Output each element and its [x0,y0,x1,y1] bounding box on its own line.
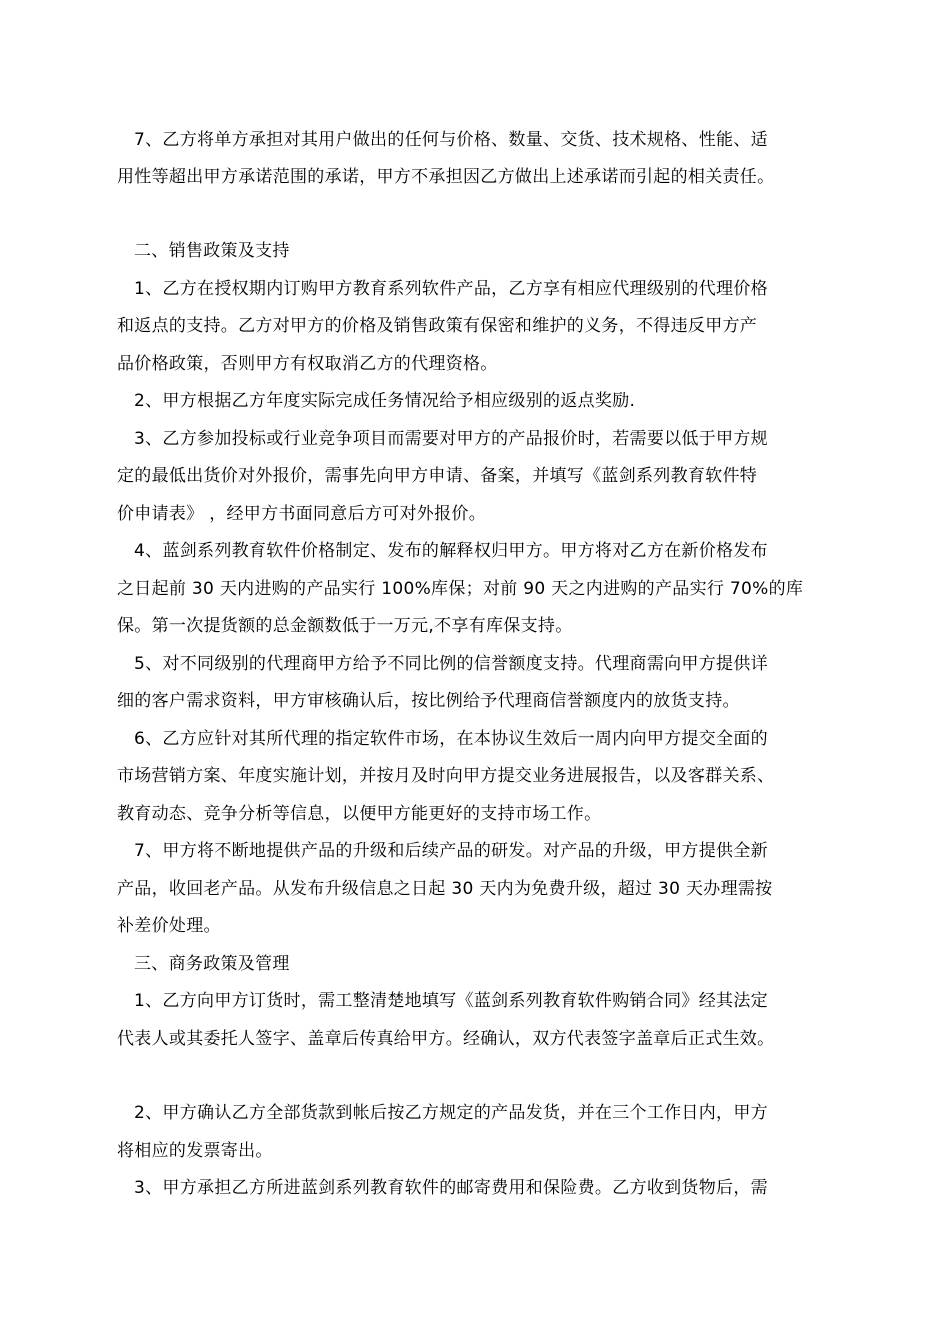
text-line: 1、乙方在授权期内订购甲方教育系列软件产品，乙方享有相应代理级别的代理价格 [134,279,768,299]
text-line: 之日起前 30 天内进购的产品实行 100%库保；对前 90 天之内进购的产品实行 70%的库 [117,579,804,599]
text-line: 用性等超出甲方承诺范围的承诺，甲方不承担因乙方做出上述承诺而引起的相关责任。 [117,167,775,187]
text-line: 价申请表》 ，经甲方书面同意后方可对外报价。 [117,504,487,524]
text-line: 市场营销方案、年度实施计划，并按月及时向甲方提交业务进展报告，以及客群关系、 [117,766,775,786]
text-line: 6、乙方应针对其所代理的指定软件市场，在本协议生效后一周内向甲方提交全面的 [134,729,768,749]
text-line: 7、乙方将单方承担对其用户做出的任何与价格、数量、交货、技术规格、性能、适 [134,130,768,150]
text-line: 将相应的发票寄出。 [117,1141,273,1161]
text-line: 2、甲方确认乙方全部货款到帐后按乙方规定的产品发货，并在三个工作日内，甲方 [134,1103,768,1123]
text-line: 补差价处理。 [117,916,221,936]
text-line: 3、乙方参加投标或行业竞争项目而需要对甲方的产品报价时，若需要以低于甲方规 [134,429,768,449]
text-line: 产品，收回老产品。从发布升级信息之日起 30 天内为免费升级，超过 30 天办理需按 [117,879,773,899]
section-heading: 二、销售政策及支持 [134,241,290,261]
text-line: 教育动态、竞争分析等信息，以便甲方能更好的支持市场工作。 [117,804,602,824]
text-line: 5、对不同级别的代理商甲方给予不同比例的信誉额度支持。代理商需向甲方提供详 [134,654,768,674]
text-line: 定的最低出货价对外报价，需事先向甲方申请、备案，并填写《蓝剑系列教育软件特 [117,466,758,486]
text-line: 7、甲方将不断地提供产品的升级和后续产品的研发。对产品的升级，甲方提供全新 [134,841,768,861]
text-line: 和返点的支持。乙方对甲方的价格及销售政策有保密和维护的义务，不得违反甲方产 [117,316,758,336]
text-line: 4、蓝剑系列教育软件价格制定、发布的解释权归甲方。甲方将对乙方在新价格发布 [134,541,768,561]
text-line: 3、甲方承担乙方所进蓝剑系列教育软件的邮寄费用和保险费。乙方收到货物后，需 [134,1178,768,1198]
text-line: 1、乙方向甲方订货时，需工整清楚地填写《蓝剑系列教育软件购销合同》经其法定 [134,991,768,1011]
text-line: 细的客户需求资料，甲方审核确认后，按比例给予代理商信誉额度内的放货支持。 [117,691,740,711]
text-line: 品价格政策，否则甲方有权取消乙方的代理资格。 [117,354,498,374]
text-line: 2、甲方根据乙方年度实际完成任务情况给予相应级别的返点奖励. [134,391,636,411]
text-line: 代表人或其委托人签字、盖章后传真给甲方。经确认，双方代表签字盖章后正式生效。 [117,1029,775,1049]
section-heading: 三、商务政策及管理 [134,954,290,974]
text-line: 保。第一次提货额的总金额数低于一万元,不享有库保支持。 [117,616,573,636]
